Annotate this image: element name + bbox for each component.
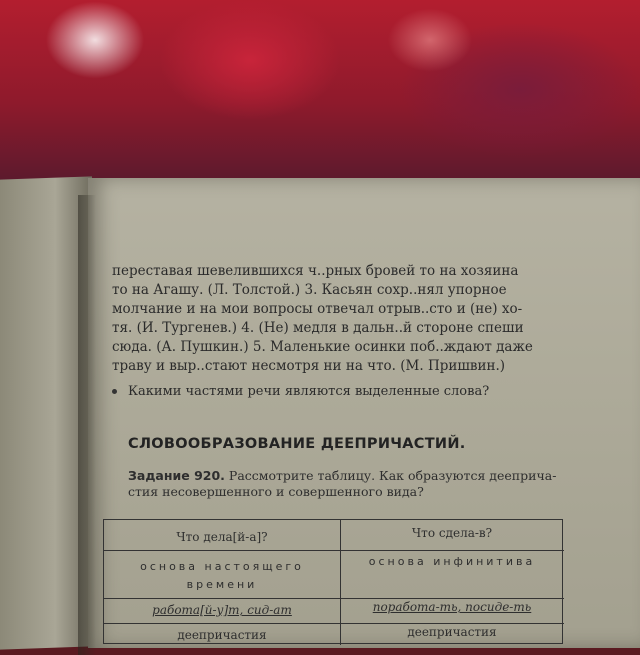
- table-rule: [104, 550, 564, 551]
- bullet-question: Какими частями речи являются выделенные слова?: [128, 384, 490, 399]
- cell-present-stem: основа настоящего времени: [140, 560, 304, 591]
- book-gutter: [78, 195, 96, 655]
- exercise-line-3: молчание и на мои вопросы отвечал отрыв..сто и (не) хо-: [112, 301, 523, 317]
- exercise-line-2: то на Агашу. (Л. Толстой.) 3. Касьян сохр..нял упорное: [112, 282, 507, 298]
- exercise-line-6: траву и выр..стают несмотря ни на что. (М. Пришвин.): [112, 358, 506, 374]
- cell-gerund-imperfective: деепричастия: [177, 628, 267, 642]
- cell-gerund-perfective: деепричастия: [407, 625, 497, 639]
- section-title: СЛОВООБРАЗОВАНИЕ ДЕЕПРИЧАСТИЙ.: [128, 436, 466, 452]
- cell-example-imperfective: работа[й-у]т, сид-ат: [152, 603, 292, 617]
- exercise-line-4: тя. (И. Тургенев.) 4. (Не) медля в дальн..й стороне спеши: [112, 320, 524, 336]
- cell-infinitive-stem: основа инфинитива: [368, 555, 536, 568]
- exercise-line-1: переставая шевелившихся ч..рных бровей то на хозяина: [112, 263, 519, 279]
- task-paragraph: [128, 468, 568, 500]
- header-perfective: Что сдела-в?: [411, 526, 493, 540]
- header-imperfective: Что дела[й-а]?: [176, 530, 268, 544]
- cell-example-perfective: поработа-ть, посиде-ть: [372, 600, 532, 614]
- exercise-line-5: сюда. (А. Пушкин.) 5. Маленькие осинки поб..ждают даже: [112, 339, 533, 355]
- task-label: Задание 920.: [128, 468, 225, 483]
- task-text: Рассмотрите таблицу. Как образуются деепричастия несовершенного и совершенного вида?: [128, 468, 557, 499]
- derivation-table: [103, 519, 563, 644]
- bullet-icon: [112, 389, 117, 394]
